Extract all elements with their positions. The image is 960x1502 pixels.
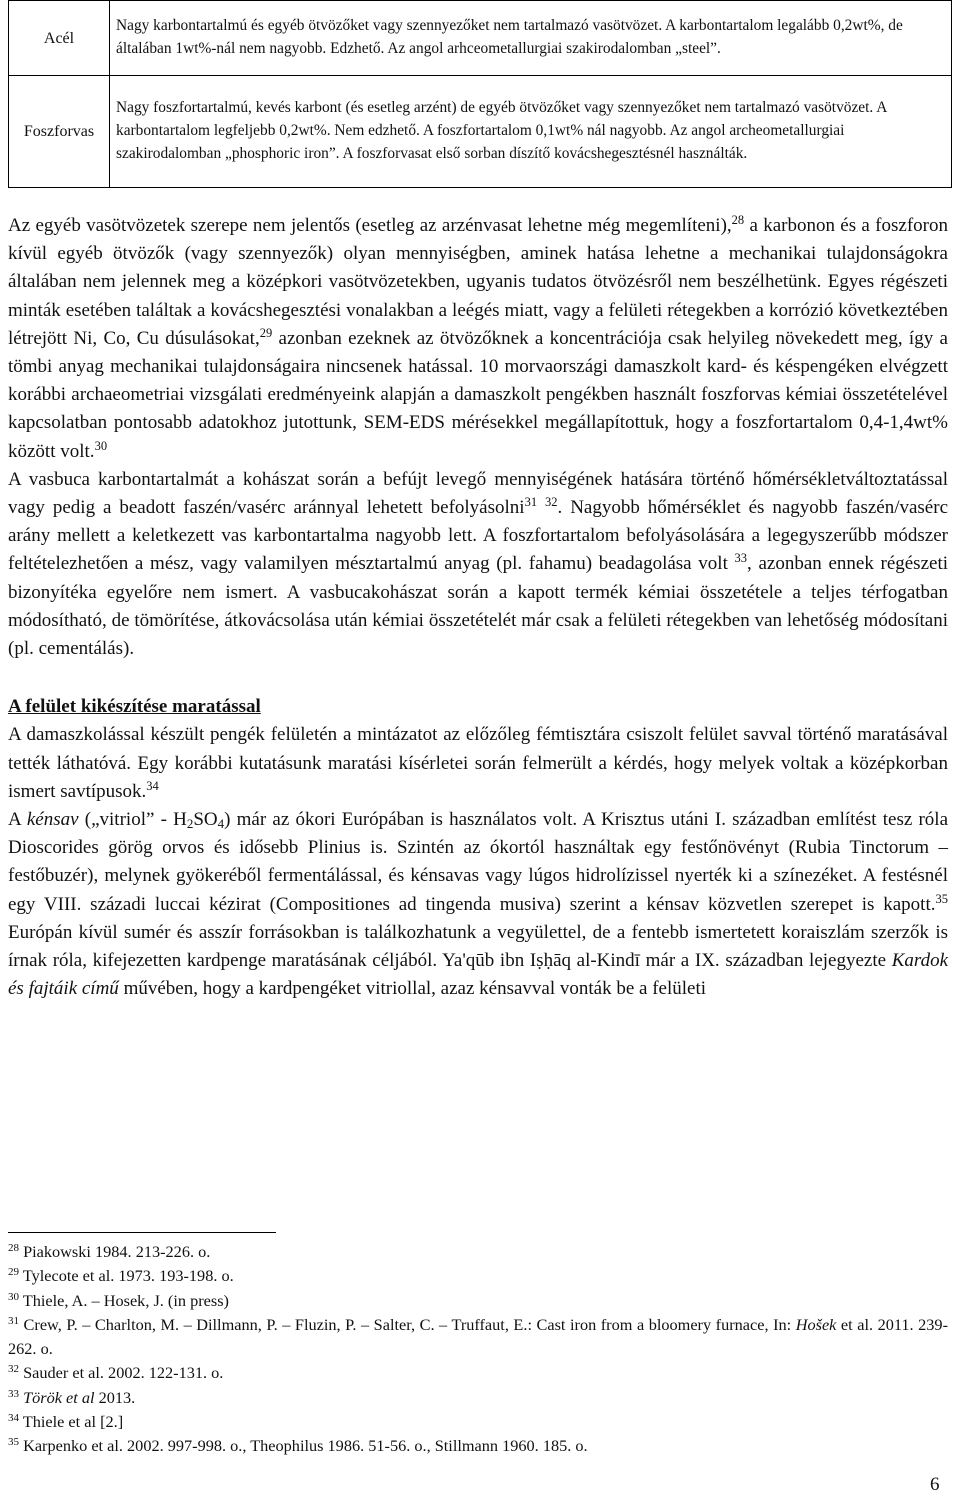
table-row (9, 76, 952, 188)
footnote-ref-28[interactable]: 28 (731, 213, 745, 227)
paragraph-alloys: Az egyéb vasötvözetek szerepe nem jelentős (esetleg az arzénvasat lehetne még megemlíteni),$^{28}$ a karbonon és a foszforon kívül egyéb ötvözők (vagy szennyezők) olyan mennyiségben, aminek hatása lehetne a mechanikai tulajdonságokra általában nem jelennek meg a középkori vasötvözetekben, ugyanis tudatos ötvözésről nem beszélhetünk. Egyes régészeti minták esetében találtak a kovácshegesztési vonalakban a leégés miatt, vagy a felületi rétegekben a korrózió következtében létrejött Ni, Co, Cu dúsulásokat,$^{29}$ azonban ezeknek az ötvözőknek a koncentrációja csak helyileg növekedett meg, így a tömbi anyag mechanikai tulajdonságaira nincsenek hatással. 10 morvaországi damaszkolt kard- és késpengéken elvégzett korábbi archaeometriai vizsgálati eredményeink alapján a damaszkolt pengékben használt foszforvas kémiai összetételével kapcsolatban pontosabb adatokhoz jutottunk, SEM-EDS mérésekkel megállapítottuk, hogy a foszfortartalom 0,4-1,4wt% között volt.$^{30}$ (8, 213, 948, 462)
footnote-ref-35[interactable]: 35 (935, 891, 948, 906)
definitions-table (8, 0, 952, 188)
definition-cell-foszforvas: Nagy foszfortartalmú, kevés karbont (és esetleg arzént) de egyéb ötvözőket vagy szennyezőket nem tartalmazó vasötvözet. A karbontartalom legfeljebb 0,2wt%. Nem edzhető. A foszfortartalom 0,1wt% nál nagyobb. Az angol archeometallurgiai szakirodalomban „phosphoric iron”. A foszforvasat első sorban díszítő kovácshegesztésnél használták. (110, 76, 952, 188)
footnote-ref-30[interactable]: 30 (94, 438, 108, 453)
footnotes (8, 1240, 948, 1459)
footnote-35: $^{35}$ Karpenko et al. 2002. 997-998. o., Theophilus 1986. 51-56. o., Stillmann 1960. 185. o. (8, 1436, 588, 1456)
footnote-28: $^{28}$ Piakowski 1984. 213-226. o. (8, 1242, 211, 1261)
paragraph-sulfuric-acid: A kénsav („vitriol” - $H_2SO_4$) már az ókori Európában is használatos volt. A Krisztus utáni I. században említést tesz róla Dioscorides görög orvos és idősebb Plinius is. Szintén az ókortól használtak egy festőnövényt (Rubia Tinctorum – festőbuzér), melynek gyökeréből fermentálással, és kénsavas vagy lúgos hidrolízissel nyerték ki a színezéket. A festésnél egy VIII. századi luccai kézirat (Compositiones ad tingenda musiva) szerint a kénsav közvetlen szerepet is kapott.$^{35}$ Európán kívül sumér és asszír forrásokban is találkozhatunk a vegyülettel, de a fentebb ismertetett koraiszlám szerzők is írnak róla, kifejezetten kardpenge maratásának céljából. Ya'qūb ibn Iṣḥāq al-Kindī már a IX. században lejegyezte Kardok és fajtáik című művében, hogy a kardpengéket vitriollal, azaz kénsavval vonták be a felületi (8, 809, 948, 1000)
footnote-ref-33[interactable]: 33 (734, 551, 748, 566)
page-number: 6 (930, 1474, 940, 1495)
footnote-ref-31[interactable]: 31 (524, 495, 538, 510)
footnote-34: $^{34}$ Thiele et al [2.] (8, 1412, 124, 1432)
footnote-ref-29[interactable]: 29 (259, 325, 273, 340)
paragraph-carbon-content: A vasbuca karbontartalmát a kohászat során a befújt levegő mennyiségének hatására történő hőmérsékletváltoztatással vagy pedig a beadott faszén/vasérc aránnyal lehetett befolyásolni$^{31}$ $^{32}$. Nagyobb hőmérséklet és nagyobb faszén/vasérc arány mellett a keletkezett vas karbontartalma nagyobb lett. A foszfortartalom befolyásolására a legegyszerűbb módszer feltételezhetően a mész, vagy valamilyen mésztartalmú anyag (pl. fahamu) beadagolása volt $^{33}$, azonban ennek régészeti bizonyítéka egyelőre nem ismert. A vasbucakohászat során a kapott termék kémiai összetétele a teljes térfogatban módosítható, de tömörítése, átkovácsolása után kémiai összetételét már csak a felületi rétegekben van lehetőség módosítani (pl. cementálás). (8, 468, 949, 660)
footnote-32: $^{32}$ Sauder et al. 2002. 122-131. o. (8, 1363, 224, 1383)
footnote-separator (8, 1232, 276, 1233)
footnote-29: $^{29}$ Tylecote et al. 1973. 193-198. o. (8, 1266, 234, 1286)
footnote-30: $^{30}$ Thiele, A. – Hosek, J. (in press) (8, 1290, 229, 1310)
footnote-ref-32[interactable]: 32 (545, 495, 558, 510)
body-text (8, 212, 948, 1003)
paragraph-etching: A damaszkolással készült pengék felületén a mintázatot az előzőleg fémtisztára csiszolt felület savval történő maratásával tették láthatóvá. Egy korábbi kutatásunk maratási kísérletei során felmerült a kérdés, hogy melyek voltak a középkorban ismert savtípusok.$^{34}$ (8, 724, 948, 802)
footnote-ref-34[interactable]: 34 (146, 778, 159, 793)
work-title: Kardok és fajtáik című (8, 950, 948, 1000)
footnote-31: $^{31}$ Crew, P. – Charlton, M. – Dillmann, P. – Fluzin, P. – Salter, C. – Truffaut, E.: Cast iron from a bloomery furnace, In: Hošek et al. 2011. 239-262. o. (8, 1314, 948, 1359)
section-heading: A felület kikészítése maratással (8, 696, 261, 718)
table-row (9, 1, 952, 76)
term-cell-foszforvas: Foszforvas (9, 76, 110, 188)
definition-cell-acel: Nagy karbontartalmú és egyéb ötvözőket vagy szennyezőket nem tartalmazó vasötvözet. A karbontartalom legalább 0,2wt%, de általában 1wt%-nál nem nagyobb. Edzhető. Az angol arhceometallurgiai szakirodalomban „steel”. (110, 1, 952, 76)
term-cell-acel: Acél (9, 1, 110, 76)
footnote-33: $^{33}$ Török et al 2013. (8, 1387, 136, 1407)
kensav-term: kénsav (26, 809, 79, 831)
